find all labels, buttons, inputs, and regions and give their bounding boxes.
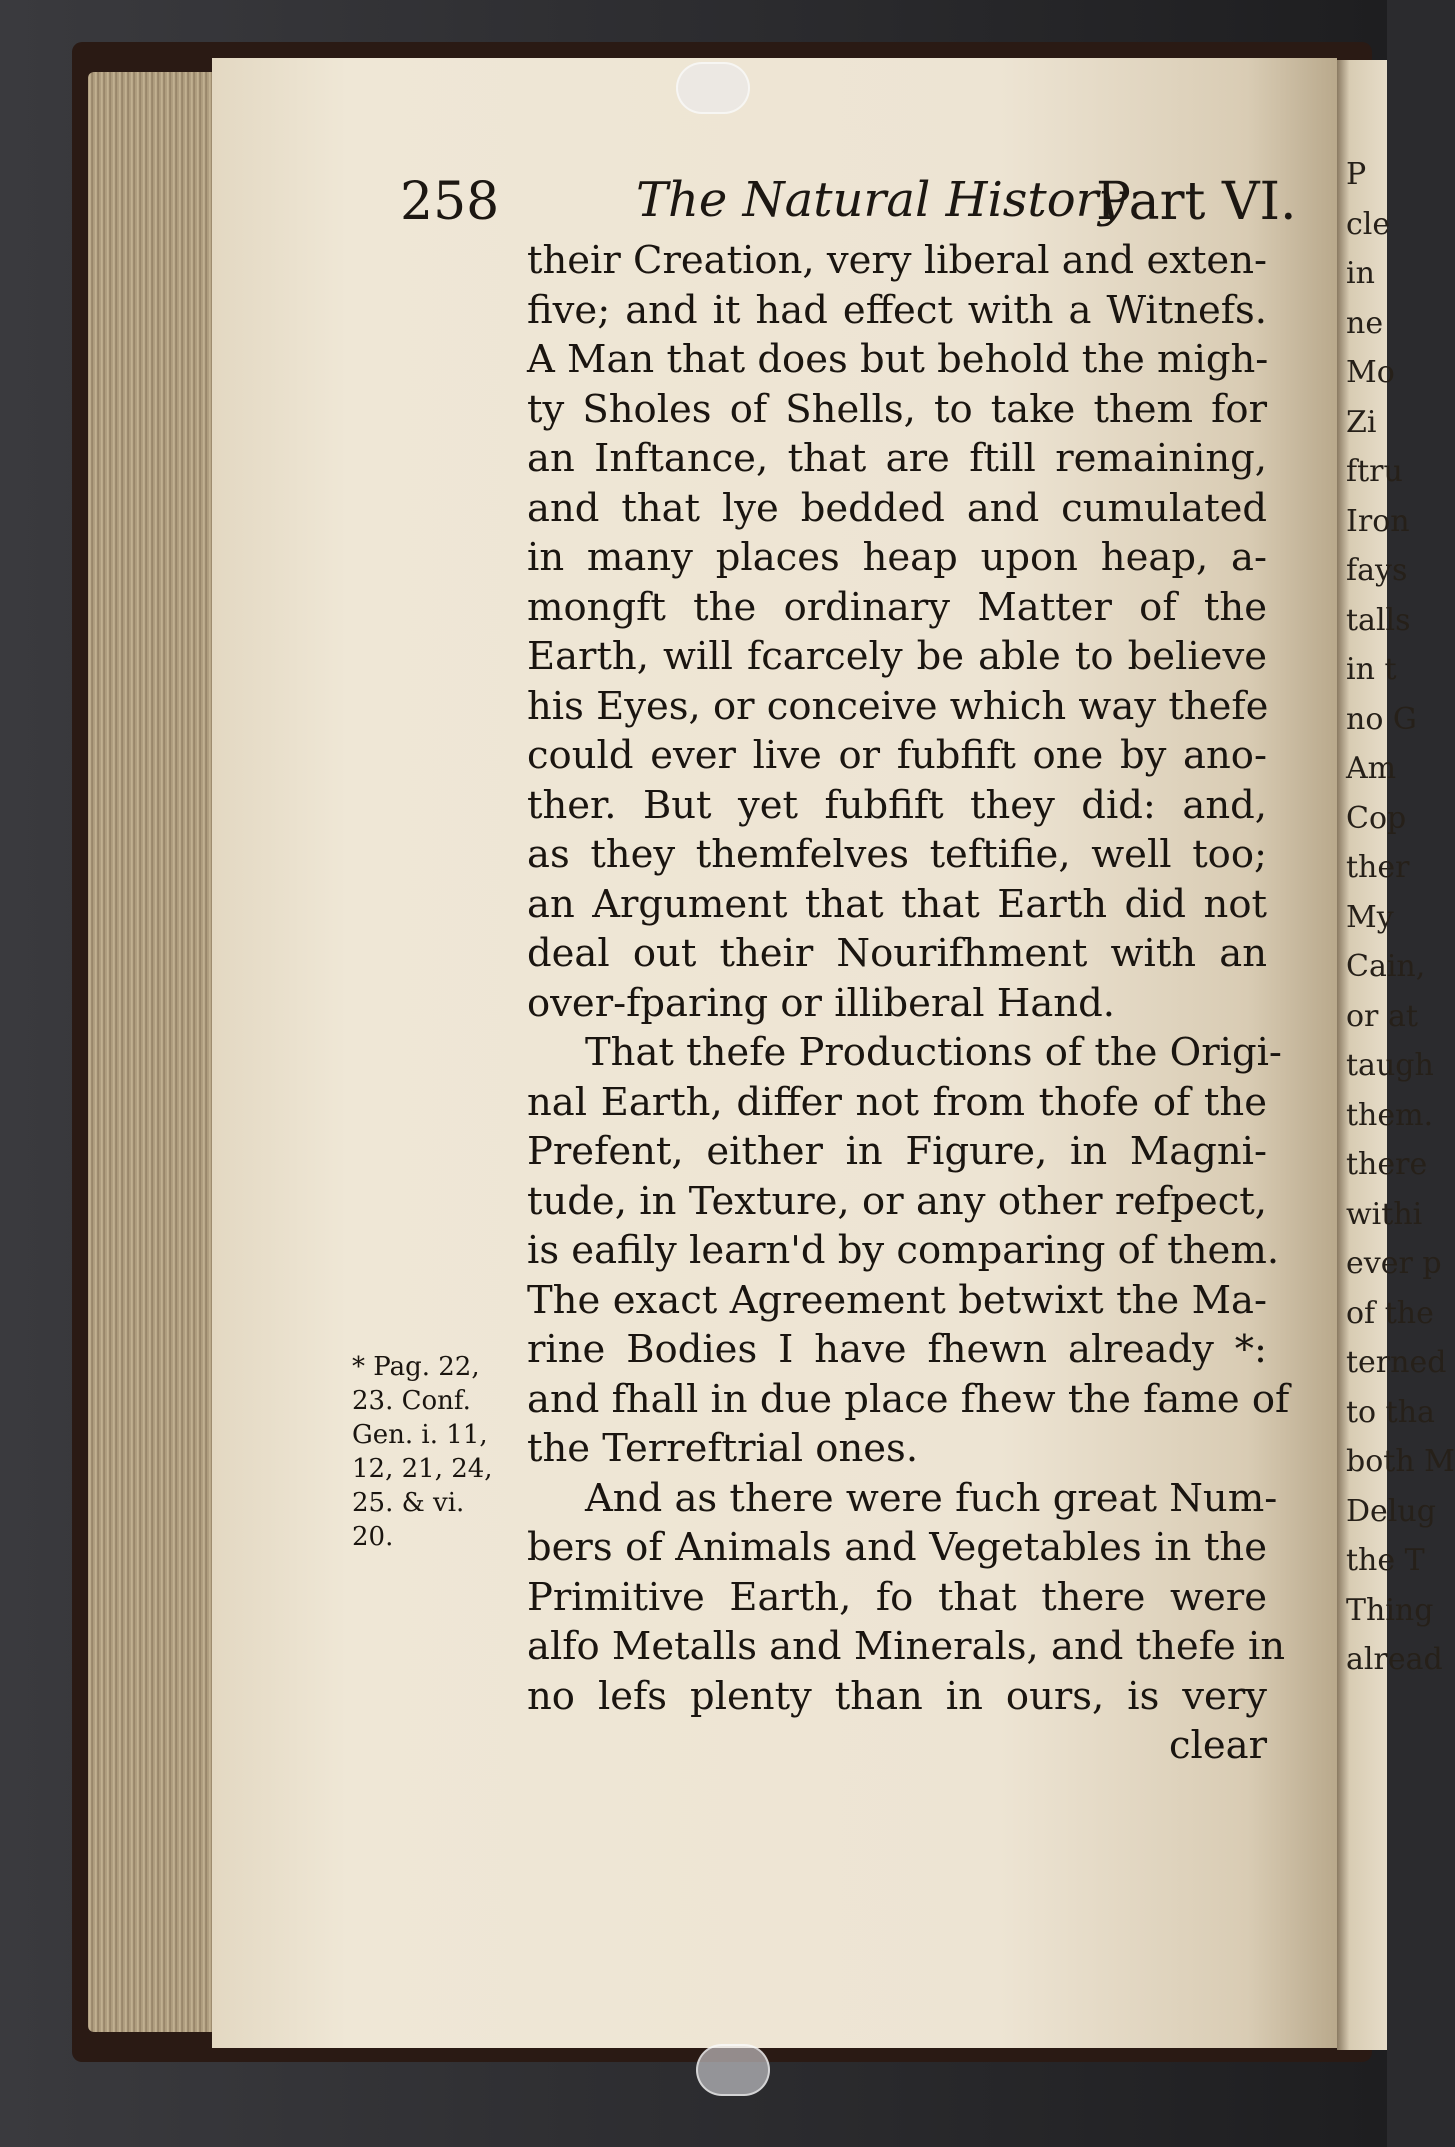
text-line: Prefent, either in Figure, in Magni- <box>527 1129 1267 1174</box>
page-edges <box>88 72 216 2032</box>
facing-page-fragment: Cain, <box>1346 949 1426 984</box>
page-clip-top <box>676 62 750 114</box>
text-line: rine Bodies I have fhewn already *: <box>527 1327 1267 1372</box>
text-line: no lefs plenty than in ours, is very <box>527 1673 1267 1719</box>
body-text <box>527 236 1290 1771</box>
margin-note-line: Gen. i. 11, <box>352 1420 488 1450</box>
text-line: ther. But yet fubfift they did: and, <box>527 782 1267 828</box>
text-line: Earth, will fcarcely be able to believe <box>527 634 1267 679</box>
text-line: That thefe Productions of the Origi- <box>585 1030 1282 1075</box>
text-line: his Eyes, or conceive which way thefe <box>527 683 1269 729</box>
text-line: as they themfelves teftifie, well too; <box>527 832 1267 877</box>
facing-page-text <box>1346 150 1455 1685</box>
facing-page-fragment: Thing <box>1346 1592 1434 1628</box>
text-line: and that lye bedded and cumulated <box>527 485 1267 531</box>
margin-note-line: 23. Conf. <box>352 1386 471 1416</box>
text-line: deal out their Nourifhment with an <box>527 931 1267 976</box>
text-line: The exact Agreement betwixt the Ma- <box>527 1277 1267 1323</box>
text-line: And as there were fuch great Num- <box>585 1475 1278 1521</box>
facing-page-fragment: in t <box>1346 652 1397 687</box>
facing-page-fragment: fays <box>1346 553 1408 588</box>
facing-page-fragment: ftru <box>1346 454 1403 489</box>
facing-page-fragment: Zi <box>1346 404 1377 440</box>
text-line: in many places heap upon heap, a- <box>527 535 1267 580</box>
text-line: is eafily learn'd by comparing of them. <box>527 1228 1280 1273</box>
text-line: A Man that does but behold the migh- <box>527 337 1269 382</box>
facing-page-fragment: taugh <box>1346 1048 1434 1083</box>
text-line: nal Earth, differ not from thofe of the <box>527 1079 1267 1125</box>
facing-page-fragment: P <box>1346 157 1367 192</box>
facing-page-fragment: of the <box>1346 1295 1434 1331</box>
facing-page-fragment: both M <box>1346 1444 1455 1479</box>
facing-page-fragment: withi <box>1346 1196 1423 1232</box>
text-line: tude, in Texture, or any other refpect, <box>527 1178 1267 1224</box>
text-line: five; and it had effect with a Witnefs. <box>527 287 1267 333</box>
text-line: the Terreftrial ones. <box>527 1426 919 1471</box>
facing-page-fragment: ever p <box>1346 1246 1442 1281</box>
margin-note-line: 20. <box>352 1522 394 1552</box>
facing-page-fragment: Iron <box>1346 503 1410 539</box>
facing-page-fragment: Am <box>1346 751 1397 786</box>
part-label: Part VI. <box>1096 172 1297 232</box>
facing-page-fragment: Cop <box>1346 800 1407 836</box>
facing-page-fragment: the T <box>1346 1543 1425 1578</box>
text-line: ty Sholes of Shells, to take them for <box>527 386 1267 432</box>
facing-page-fragment: cle <box>1346 206 1391 242</box>
text-line: and fhall in due place fhew the fame of <box>527 1376 1290 1422</box>
facing-page-fragment: them. <box>1346 1097 1434 1133</box>
facing-page-fragment: Delug <box>1346 1493 1436 1529</box>
facing-page-fragment: to tha <box>1346 1394 1435 1430</box>
margin-note <box>352 1350 493 1554</box>
margin-note-line: 25. & vi. <box>352 1488 465 1518</box>
text-line: bers of Animals and Vegetables in the <box>527 1525 1267 1570</box>
facing-page-fragment: My <box>1346 899 1394 935</box>
facing-page-fragment: in <box>1346 256 1375 291</box>
text-line: mongft the ordinary Matter of the <box>527 584 1267 630</box>
facing-page-fragment: ne <box>1346 305 1384 341</box>
text-line: their Creation, very liberal and exten- <box>527 238 1267 283</box>
facing-page-fragment: alread <box>1346 1642 1443 1677</box>
facing-page-fragment: ther <box>1346 850 1410 885</box>
facing-page-fragment: or at <box>1346 998 1418 1034</box>
margin-note-line: * Pag. 22, <box>352 1352 480 1382</box>
text-line: could ever live or fubfift one by ano- <box>527 733 1267 778</box>
page-number: 258 <box>400 172 500 232</box>
facing-page-fragment: talls <box>1346 602 1411 638</box>
running-title: The Natural History <box>636 172 1126 228</box>
facing-page-fragment: no G <box>1346 701 1417 737</box>
page-clip-bottom <box>696 2044 770 2096</box>
text-line: alfo Metalls and Minerals, and thefe in <box>527 1624 1286 1669</box>
text-line: an Argument that that Earth did not <box>527 881 1267 927</box>
facing-page-fragment: there <box>1346 1147 1428 1182</box>
text-line: over-fparing or illiberal Hand. <box>527 980 1115 1026</box>
facing-page-fragment: Mo <box>1346 355 1395 390</box>
catchword: clear <box>1168 1723 1267 1768</box>
text-line: an Inftance, that are ftill remaining, <box>527 436 1267 481</box>
facing-page-fragment: terned <box>1346 1345 1447 1380</box>
margin-note-line: 12, 21, 24, <box>352 1454 493 1484</box>
text-line: Primitive Earth, fo that there were <box>527 1574 1267 1620</box>
